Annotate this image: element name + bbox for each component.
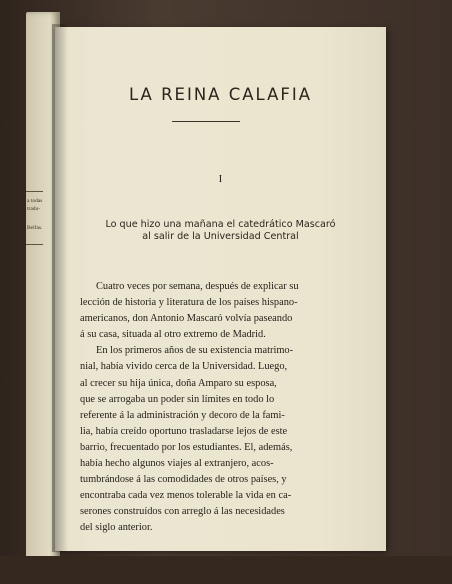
table-bottom (0, 556, 452, 584)
page-title: LA REINA CALAFIA (128, 85, 313, 104)
paragraph-2 (80, 343, 355, 536)
subtitle-line: al salir de la Universidad Central (142, 231, 299, 242)
left-page-rule-top (26, 191, 43, 192)
text-line: Cuatro veces por semana, después de explicar su (96, 281, 299, 292)
text-line: referente á la administración y decoro de la fami- (80, 409, 285, 421)
left-page-line-1: a todas (27, 198, 43, 204)
text-line: á su casa, situada al otro extremo de Madrid. (80, 329, 266, 341)
text-line: lia, había creído oportuno trasladarse lejos de este (80, 425, 288, 437)
chapter-number: I (218, 173, 223, 185)
body-text (80, 279, 355, 537)
chapter-subtitle (55, 219, 386, 243)
text-line: En los primeros años de su existencia matrimo- (96, 345, 294, 357)
text-line: nial, había vivido cerca de la Universidad. Luego, (80, 361, 288, 373)
text-line: del siglo anterior. (80, 522, 153, 534)
text-line: que se arrogaba un poder sin límites en todo lo (80, 393, 275, 405)
book-gutter-shadow (52, 24, 68, 552)
book-page (55, 27, 386, 551)
text-line: tumbrándose á las comodidades de otros países, y (80, 474, 287, 486)
subtitle-line: Lo que hizo una mañana el catedrático Mascaró (105, 219, 336, 230)
text-line: al crecer su hija única, doña Amparo su esposa, (80, 377, 277, 389)
text-line: lección de historia y literatura de los países hispano- (80, 297, 298, 309)
left-page-line-3: Belfas. (27, 225, 43, 231)
text-line: serones construídos con arreglo á las necesidades (80, 506, 285, 518)
text-line: americanos, don Antonio Mascaró volvía paseando (80, 313, 293, 325)
left-page-line-2: tradu- (27, 206, 41, 212)
text-line: había hecho algunos viajes al extranjero, acos- (80, 458, 274, 470)
paragraph-1 (80, 279, 355, 343)
text-line: barrio, frecuentado por los estudiantes. El, además, (80, 441, 293, 453)
title-rule (172, 121, 240, 122)
left-page-rule-bottom (26, 244, 43, 245)
text-line: encontraba cada vez menos tolerable la vida en ca- (80, 490, 292, 502)
